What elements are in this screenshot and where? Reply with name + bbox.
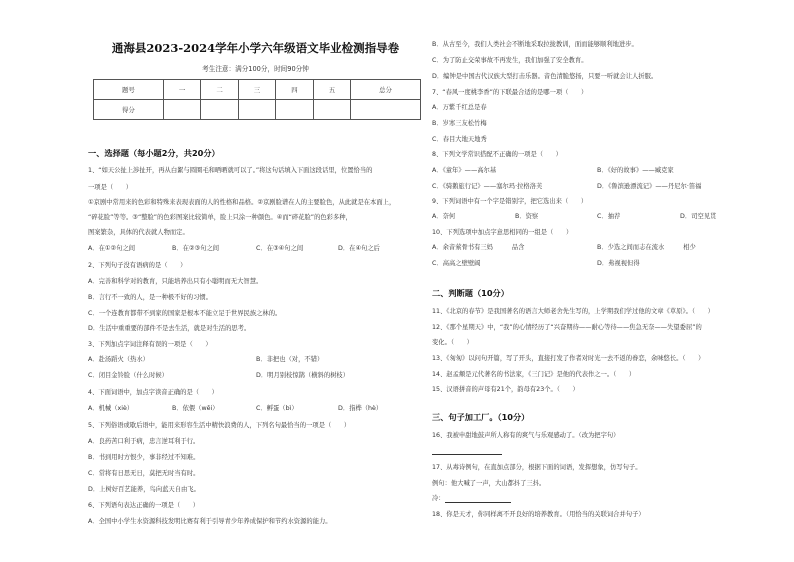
answer-option[interactable]: B．从古至今，我们人类社会不断地采取拉拢教训，面而能够顺利地进步。 [432,41,638,48]
question-text: 14、赵孟頫是元代著名的书法家，《三门记》是他的代表作之一。（ ） [432,371,636,378]
question-text: “碎花脸”等等。③“整脸”的色彩图案比较简单，脸上只涂一种颜色。④而“碎花脸”的色彩多种， [88,214,352,221]
question-text: 变化。（ ） [432,339,473,346]
answer-option[interactable]: C．孵蛋（bì） [256,405,298,412]
prompt-label: 冷： [432,495,445,502]
answer-option[interactable]: D．《鲁滨逊漂流记》——丹尼尔·笛福 [597,183,702,190]
answer-option[interactable]: D．上树好百艺能养，鸟向蓝天自由飞。 [88,486,200,493]
answer-option[interactable]: C．春目大地天地秀 [432,136,487,143]
score-table-score-row [94,100,421,120]
score-header-cell: 总分 [351,80,421,100]
answer-option[interactable]: B．《好的故事》——臧克家 [597,167,674,174]
answer-option[interactable]: C．为了防止交荣事故不再发生，我们加强了安全教育。 [432,57,588,64]
answer-option[interactable]: A．机械（xiè） [88,405,134,412]
score-table-header-row [94,80,421,100]
score-cell[interactable] [201,100,238,120]
question-text: 16、我被申甜地鼓声所人称有的爽气与乐观感动了。（改为把字句） [432,432,620,439]
answer-option[interactable]: D．生活中重重要的部件不是去生活，就是对生活的思考。 [88,325,251,332]
score-cell[interactable] [313,100,350,120]
question-text: 3、下列加点字词注释有误的一项是（ ） [88,341,212,348]
answer-option[interactable]: D．指桦（hè） [338,405,383,412]
right-column [432,0,762,562]
section-heading-choice: 一、选择题（每小题2分，共20分） [88,148,220,158]
question-text: 15、汉语拼音的声母有21个，韵母有23个。（ ） [432,386,579,393]
answer-option[interactable]: B．非把也（对，不错） [256,356,324,363]
answer-line[interactable] [432,495,511,503]
exam-note: 考生注意：满分100分，时间90分钟 [202,65,309,73]
answer-option[interactable]: A．完善和科学对的教育，只能培养出只有小聪明而无大智慧。 [88,278,263,285]
score-table [93,79,421,120]
answer-option[interactable]: B．言行不一致的人，是一种极不好的习惯。 [88,294,212,301]
question-text: 7、“春风一度桃李香”的下联最合适的是哪一项（ ） [432,89,588,96]
answer-option[interactable]: A．余音萦骨书有三妈 品含 [432,244,525,251]
score-header-cell: 一 [163,80,200,100]
answer-option[interactable]: C．常将有日思无日，莫把无时当有时。 [88,470,200,477]
answer-option[interactable]: C．高高之壁壁阔 [432,260,481,267]
answer-option[interactable]: B．依偎（wēi） [172,405,219,412]
question-text: 13、《匆匆》以问句开篇，写了开头，直接打发了作者对时光一去不返的眷恋，余味悠长。（ ） [432,355,705,362]
question-text: 一项是（ ） [88,184,133,191]
score-cell[interactable] [238,100,275,120]
answer-option[interactable]: B．书到用时方恨少，事非经过不知难。 [88,454,200,461]
answer-option[interactable]: D．编钟是中国古代汉族大型打击乐器。音色清脆悠扬，只要一听就会让人折服。 [432,73,658,80]
page-title: 通海县2023-2024学年小学六年级语文毕业检测指导卷 [111,41,400,55]
score-header-cell: 二 [201,80,238,100]
question-text: 5、下列俗语或歇后语中，能用来形容生活中精快浪费的人，下列名句最恰当的一项是（ ） [88,422,351,429]
question-text: 6、下列语句表达正确的一项是（ ） [88,502,200,509]
answer-option[interactable]: A．在①②句之间 [88,245,136,252]
answer-line[interactable] [432,447,502,455]
answer-option[interactable]: A．奈何 [432,213,456,220]
score-header-cell: 三 [238,80,275,100]
answer-option[interactable]: C．在③④句之间 [256,245,304,252]
question-text: 例句：他大喊了一声，大山都抖了三抖。 [432,480,546,487]
question-text: 图案繁杂，具体的代表就人物而定。 [88,229,189,236]
score-cell[interactable] [351,100,421,120]
answer-option[interactable]: D．在④句之后 [338,245,380,252]
answer-option[interactable]: A．万紫千红总是春 [432,104,487,111]
answer-option[interactable]: D．明月别枝惊鹊（横斜的树枝） [256,372,350,379]
question-text: 1、“如天公扯上涉扯开，再从白絮与圆圈毛和晒晒就可以了。”将这句话填入下面这段话里，位置恰当的 [88,167,373,174]
question-text: 8、下列文学常识搭配不正确的一项是（ ） [432,151,562,158]
answer-option[interactable]: D．司空见贯 [680,213,717,220]
answer-option[interactable]: B．岁寒三友松竹梅 [432,120,487,127]
answer-option[interactable]: A．全国中小学生水资源科技发明比赛有利于引导青少年养成保护和节约水资源的能力。 [88,518,332,525]
answer-option[interactable]: D．弗视视但得 [597,260,640,267]
question-text: 12、《那个星期天》中，“我”的心情经历了“兴奋期待——耐心等待——焦急无奈——失望委屈”的 [432,324,702,331]
answer-option[interactable]: C．闭目金铃脸（什么时候） [88,372,168,379]
answer-option[interactable]: B．在②③句之间 [172,245,220,252]
answer-option[interactable]: B．少选之间而志在流水 相少 [597,244,696,251]
left-column [88,0,423,562]
score-cell[interactable] [163,100,200,120]
answer-option[interactable]: B．资察 [515,213,539,220]
question-text: 4、下面词语中，加点字读音正确的是（ ） [88,389,218,396]
question-text: 11、《北京的春节》是我国著名的语言大师老舍先生写的，上学期我们学过他的文章《草原》。（ ） [432,308,714,315]
answer-option[interactable]: C．《骑鹅旅行记》——塞尔玛·拉格洛芙 [432,183,543,190]
question-text: 10、下列选项中加点字意思相同的一组是（ ） [432,229,573,236]
question-text: 9、下列词语中有一个字是错别字，把它选出来（ ） [432,198,588,205]
score-header-cell: 五 [313,80,350,100]
score-header-cell: 四 [276,80,313,100]
score-cell[interactable] [276,100,313,120]
score-row-label: 得分 [94,100,164,120]
answer-option[interactable]: A．良药苦口利于病，忠言逆耳利于行。 [88,438,200,445]
question-text: 17、从毒诗例句，在直加点部分，根据下面的词语，发挥想象，仿写句子。 [432,464,642,471]
answer-option[interactable]: C．抽荐 [597,213,621,220]
question-text: 2、下列句子没有语病的是（ ） [88,262,187,269]
section-heading-judge: 二、判断题（10分） [432,288,509,298]
answer-option[interactable]: A．《童年》——高尔基 [432,167,497,174]
answer-option[interactable]: C．一个连教育都带不到家的国家是根本不能立足于世界民族之林的。 [88,310,282,317]
section-heading-sentence: 三、句子加工厂。（10分） [432,412,530,422]
question-text: 18、你是天才，你同样离不开良好的培养教育。（用恰当的关联词合并句子） [432,511,645,518]
question-text: ①京剧中常用来的色彩和特殊来表现表面的人的性格和品格。②京剧脸谱在人的主要脸色，从此就是在本面上， [88,199,396,206]
score-header-cell: 题号 [94,80,164,100]
answer-option[interactable]: A．赴汤蹈火（热水） [88,356,149,363]
